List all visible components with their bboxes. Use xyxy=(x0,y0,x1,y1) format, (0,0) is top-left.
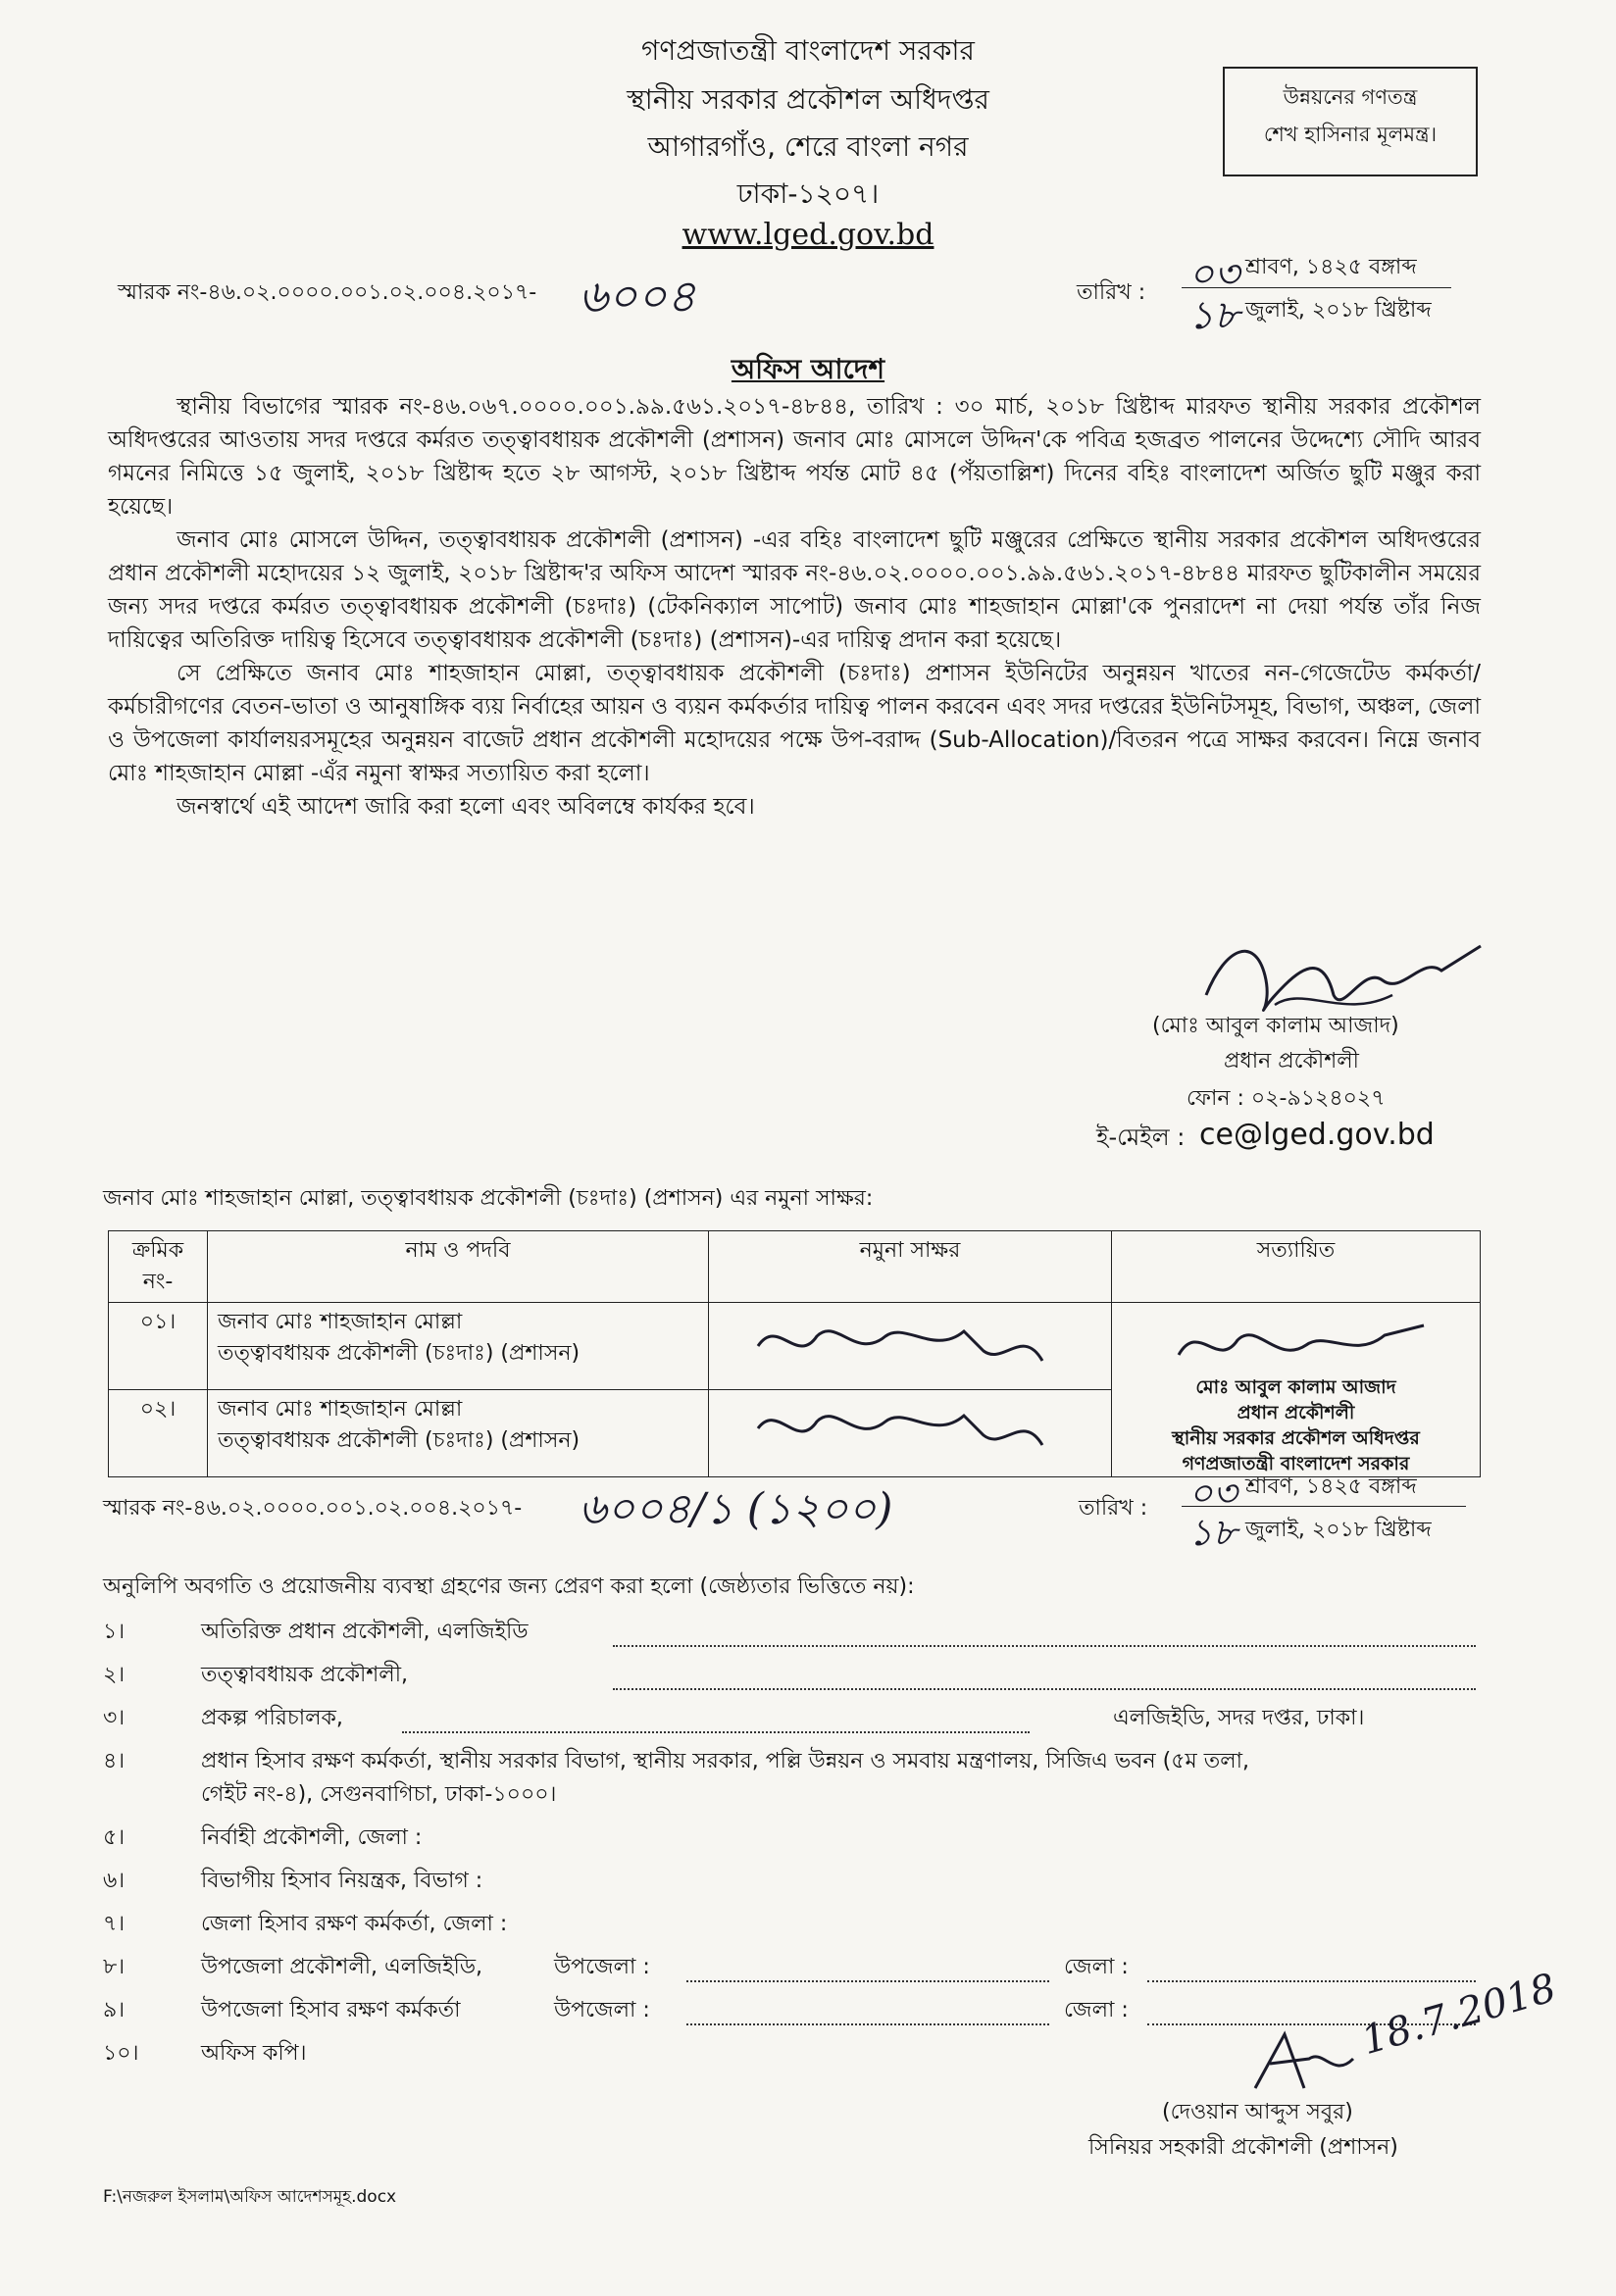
col-serial-header-line1: ক্রমিক xyxy=(131,1238,184,1263)
dept-name: স্থানীয় সরকার প্রকৌশল অধিদপ্তর xyxy=(627,83,989,116)
handwritten-date: 18.7.2018 xyxy=(1356,1965,1562,2065)
signatory-phone: ফোন : ০২-৯১২৪০২৭ xyxy=(1187,1086,1386,1111)
signatory2-name: (দেওয়ান আব্দুস সবুর) xyxy=(1162,2100,1353,2124)
copy-tail: জেলা : xyxy=(1064,1955,1129,1979)
row-designation: তত্ত্বাবধায়ক প্রকৌশলী (চঃদাঃ) (প্রশাসন) xyxy=(218,1428,581,1453)
copy-no: ৩। xyxy=(103,1706,126,1730)
copy-text: তত্ত্বাবধায়ক প্রকৌশলী, xyxy=(201,1663,408,1687)
date-bn-day-handwritten: ০৩ xyxy=(1188,252,1240,297)
slogan-line-2: শেখ হাসিনার মূলমন্ত্র। xyxy=(1263,123,1438,146)
copy-mid: উপজেলা : xyxy=(554,1955,650,1979)
seal-name: মোঃ আবুল কালাম আজাদ xyxy=(1195,1376,1396,1398)
memo2-date-bn: শ্রাবণ, ১৪২৫ বঙ্গাব্দ xyxy=(1245,1474,1417,1499)
copy-tail: জেলা : xyxy=(1064,1998,1129,2022)
order-paragraph-1: স্থানীয় বিভাগের স্মারক নং-৪৬.০৬৭.০০০০.০০১.৯৯.৫৬১.২০১৭-৪৮৪৪, তারিখ : ৩০ মার্চ, ২০১৮ খ্রিষ্টাব্দ মারফত স্থানীয় সরকার প্রকৌশল অধিদপ্তরের আওতায় সদর দপ্তরে কর্মরত তত্ত্বাবধায়ক প্রকৌশলী (প্রশাসন) জনাব মোঃ মোসলে উদ্দিন'কে পবিত্র হজব্রত পালনের উদ্দেশ্যে সৌদি আরব গমনের নিমিত্তে ১৫ জুলাই, ২০১৮ খ্রিষ্টাব্দ হতে ২৮ আগস্ট, ২০১৮ খ্রিষ্টাব্দ পর্যন্ত মোট ৪৫ (পঁয়তাল্লিশ) দিনের বহিঃ বাংলাদেশ অর্জিত ছুটি মঞ্জুর করা হয়েছে। xyxy=(108,394,1481,520)
copy-text: অফিস কপি। xyxy=(201,2041,307,2066)
seal-dept: স্থানীয় সরকার প্রকৌশল অধিদপ্তর xyxy=(1172,1427,1420,1449)
memo2-date-en-day-handwritten: ১৮ xyxy=(1188,1511,1237,1554)
row-name-cell xyxy=(208,1390,709,1477)
row-sample-signature xyxy=(709,1303,1112,1390)
copy-text: উপজেলা হিসাব রক্ষণ কর্মকর্তা xyxy=(201,1998,461,2022)
seal-govt: গণপ্রজাতন্ত্রী বাংলাদেশ সরকার xyxy=(1182,1453,1410,1474)
col-serial-header-line2: নং- xyxy=(142,1270,174,1294)
table-header-row xyxy=(109,1231,1481,1303)
copy-no: ৮। xyxy=(103,1955,126,1979)
memo2-date-label: তারিখ : xyxy=(1079,1496,1148,1521)
copy-mid: উপজেলা : xyxy=(554,1998,650,2022)
table-row xyxy=(109,1303,1481,1390)
copy-text: প্রধান হিসাব রক্ষণ কর্মকর্তা, স্থানীয় সরকার বিভাগ, স্থানীয় সরকার, পল্লি উন্নয়ন ও সমবায় মন্ত্রণালয়, সিজিএ ভবন (৫ম তলা, xyxy=(201,1749,1250,1773)
order-title: অফিস আদেশ xyxy=(731,353,885,385)
copy-text-continued: গেইট নং-৪), সেগুনবাগিচা, ঢাকা-১০০০। xyxy=(201,1782,557,1807)
copy-no: ৪। xyxy=(103,1749,126,1773)
row-name: জনাব মোঃ শাহজাহান মোল্লা xyxy=(218,1397,463,1422)
copy-no: ১০। xyxy=(103,2041,139,2066)
slogan-box xyxy=(1223,67,1478,176)
signatory2-designation: সিনিয়র সহকারী প্রকৌশলী (প্রশাসন) xyxy=(1088,2135,1398,2160)
fill-line xyxy=(1147,1980,1476,1982)
order-paragraph-2: জনাব মোঃ মোসলে উদ্দিন, তত্ত্বাবধায়ক প্রকৌশলী (প্রশাসন) -এর বহিঃ বাংলাদেশ ছুটি মঞ্জুরের প্রেক্ষিতে স্থানীয় সরকার প্রকৌশল অধিদপ্তরের প্রধান প্রকৌশলী মহোদয়ের ১২ জুলাই, ২০১৮ খ্রিষ্টাব্দ'র অফিস আদেশ স্মারক নং-৪৬.০২.০০০০.০০১.৯৯.৫৬১.২০১৭-৪৮৪৪ মারফত ছুটিকালীন সময়ের জন্য সদর দপ্তরে কর্মরত তত্ত্বাবধায়ক প্রকৌশলী (চঃদাঃ) (টেকনিক্যাল সাপোট) জনাব মোঃ শাহজাহান মোল্লা'কে পুনরাদেশ না দেয়া পর্যন্ত তাঁর নিজ দায়িত্বের অতিরিক্ত দায়িত্ব হিসেবে তত্ত্বাবধায়ক প্রকৌশলী (চঃদাঃ) (প্রশাসন)-এর দায়িত্ব প্রদান করা হয়েছে। xyxy=(108,527,1481,653)
col-attested-header: সত্যায়িত xyxy=(1112,1231,1481,1303)
slogan-line-1: উন্নয়নের গণতন্ত্র xyxy=(1283,85,1418,109)
date-bn: শ্রাবণ, ১৪২৫ বঙ্গাব্দ xyxy=(1245,255,1417,279)
row-name: জনাব মোঃ শাহজাহান মোল্লা xyxy=(218,1310,463,1334)
date-en-day-handwritten: ১৮ xyxy=(1188,293,1239,338)
website-link[interactable]: www.lged.gov.bd xyxy=(682,218,934,252)
row-serial: ০২। xyxy=(109,1390,208,1477)
copy-no: ৯। xyxy=(103,1998,126,2022)
attestation-signature xyxy=(1149,1316,1443,1374)
fill-line xyxy=(613,1645,1476,1647)
fill-line xyxy=(613,1688,1476,1690)
date-label: তারিখ : xyxy=(1077,280,1146,305)
signatory-email-label: ই-মেইল : xyxy=(1096,1123,1186,1151)
fill-line xyxy=(402,1731,1030,1733)
copy-text: বিভাগীয় হিসাব নিয়ন্ত্রক, বিভাগ : xyxy=(201,1869,483,1893)
copy-text: নির্বাহী প্রকৌশলী, জেলা : xyxy=(201,1825,423,1850)
signatory-name: (মোঃ আবুল কালাম আজাদ) xyxy=(1152,1014,1399,1038)
copies-intro: অনুলিপি অবগতি ও প্রয়োজনীয় ব্যবস্থা গ্রহণের জন্য প্রেরণ করা হলো (জেষ্ঠ্যতার ভিত্তিতে নয়): xyxy=(103,1574,915,1599)
attestation-cell xyxy=(1112,1303,1481,1477)
sample-signature-2 xyxy=(719,1394,1072,1463)
order-body xyxy=(108,390,1481,824)
fill-line xyxy=(686,1980,1049,1982)
copy-no: ৫। xyxy=(103,1825,126,1850)
file-path: F:\নজরুল ইসলাম\অফিস আদেশসমূহ.docx xyxy=(103,2187,397,2207)
copy-no: ৭। xyxy=(103,1912,126,1936)
memo2-number-handwritten: ৬০০৪/১ (১২০০) xyxy=(579,1484,893,1534)
col-sample-header: নমুনা সাক্ষর xyxy=(709,1231,1112,1303)
memo-label: স্মারক নং-৪৬.০২.০০০০.০০১.০২.০০৪.২০১৭- xyxy=(118,280,537,305)
memo-number-handwritten: ৬০০৪ xyxy=(579,270,696,323)
signatory-email[interactable]: ce@lged.gov.bd xyxy=(1199,1118,1435,1152)
copy-text: অতিরিক্ত প্রধান প্রকৌশলী, এলজিইডি xyxy=(201,1620,529,1644)
col-serial-header xyxy=(109,1231,208,1303)
copy-no: ১। xyxy=(103,1620,126,1644)
order-paragraph-4: জনস্বার্থে এই আদেশ জারি করা হলো এবং অবিলম্বে কার্যকর হবে। xyxy=(177,794,755,820)
signatory-designation: প্রধান প্রকৌশলী xyxy=(1224,1049,1359,1073)
senior-engineer-signature xyxy=(1236,2020,1373,2108)
row-serial: ০১। xyxy=(109,1303,208,1390)
memo2-date-bn-day-handwritten: ০৩ xyxy=(1188,1472,1237,1515)
memo2-date-en: জুলাই, ২০১৮ খ্রিষ্টাব্দ xyxy=(1245,1518,1432,1542)
address-line: আগারগাঁও, শেরে বাংলা নগর xyxy=(647,130,969,163)
fill-line xyxy=(686,2023,1049,2025)
copy-tail: এলজিইডি, সদর দপ্তর, ঢাকা। xyxy=(1113,1706,1365,1730)
org-name: গণপ্রজাতন্ত্রী বাংলাদেশ সরকার xyxy=(641,34,975,67)
copy-text: জেলা হিসাব রক্ষণ কর্মকর্তা, জেলা : xyxy=(201,1912,508,1936)
copy-no: ২। xyxy=(103,1663,126,1687)
row-designation: তত্ত্বাবধায়ক প্রকৌশলী (চঃদাঃ) (প্রশাসন) xyxy=(218,1341,581,1366)
copy-text: প্রকল্প পরিচালক, xyxy=(201,1706,343,1730)
sample-signature-1 xyxy=(719,1307,1072,1375)
order-paragraph-3: সে প্রেক্ষিতে জনাব মোঃ শাহজাহান মোল্লা, তত্ত্বাবধায়ক প্রকৌশলী (চঃদাঃ) প্রশাসন ইউনিটের অনুন্নয়ন খাতের নন-গেজেটেড কর্মকর্তা/কর্মচারীগণের বেতন-ভাতা ও আনুষাঙ্গিক ব্যয় নির্বাহের আয়ন ও ব্যয়ন কর্মকর্তার দায়িত্ব পালন করবেন এবং সদর দপ্তরের ইউনিটসমূহ, বিভাগ, অঞ্চল, জেলা ও উপজেলা কার্যালয়রসমূহের অনুন্নয়ন বাজেট প্রধান প্রকৌশলী মহোদয়ের পক্ষে উপ-বরাদ্দ (Sub-Allocation)/বিতরন পত্রে সাক্ষর করবেন। নিম্নে জনাব মোঃ শাহজাহান মোল্লা -এঁর নমুনা স্বাক্ষর সত্যায়িত করা হলো। xyxy=(108,661,1481,786)
sample-signature-caption: জনাব মোঃ শাহজাহান মোল্লা, তত্ত্বাবধায়ক প্রকৌশলী (চঃদাঃ) (প্রশাসন) এর নমুনা সাক্ষর: xyxy=(103,1186,874,1211)
row-sample-signature xyxy=(709,1390,1112,1477)
memo2-label: স্মারক নং-৪৬.০২.০০০০.০০১.০২.০০৪.২০১৭- xyxy=(103,1496,523,1521)
copy-no: ৬। xyxy=(103,1869,126,1893)
row-name-cell xyxy=(208,1303,709,1390)
sample-signature-table xyxy=(108,1230,1481,1477)
city-line: ঢাকা-১২০৭। xyxy=(736,177,880,210)
col-name-header: নাম ও পদবি xyxy=(208,1231,709,1303)
attestation-seal xyxy=(1112,1374,1480,1476)
date-en: জুলাই, ২০১৮ খ্রিষ্টাব্দ xyxy=(1245,298,1432,323)
copy-text: উপজেলা প্রকৌশলী, এলজিইডি, xyxy=(201,1955,483,1979)
seal-designation: প্রধান প্রকৌশলী xyxy=(1237,1402,1355,1423)
